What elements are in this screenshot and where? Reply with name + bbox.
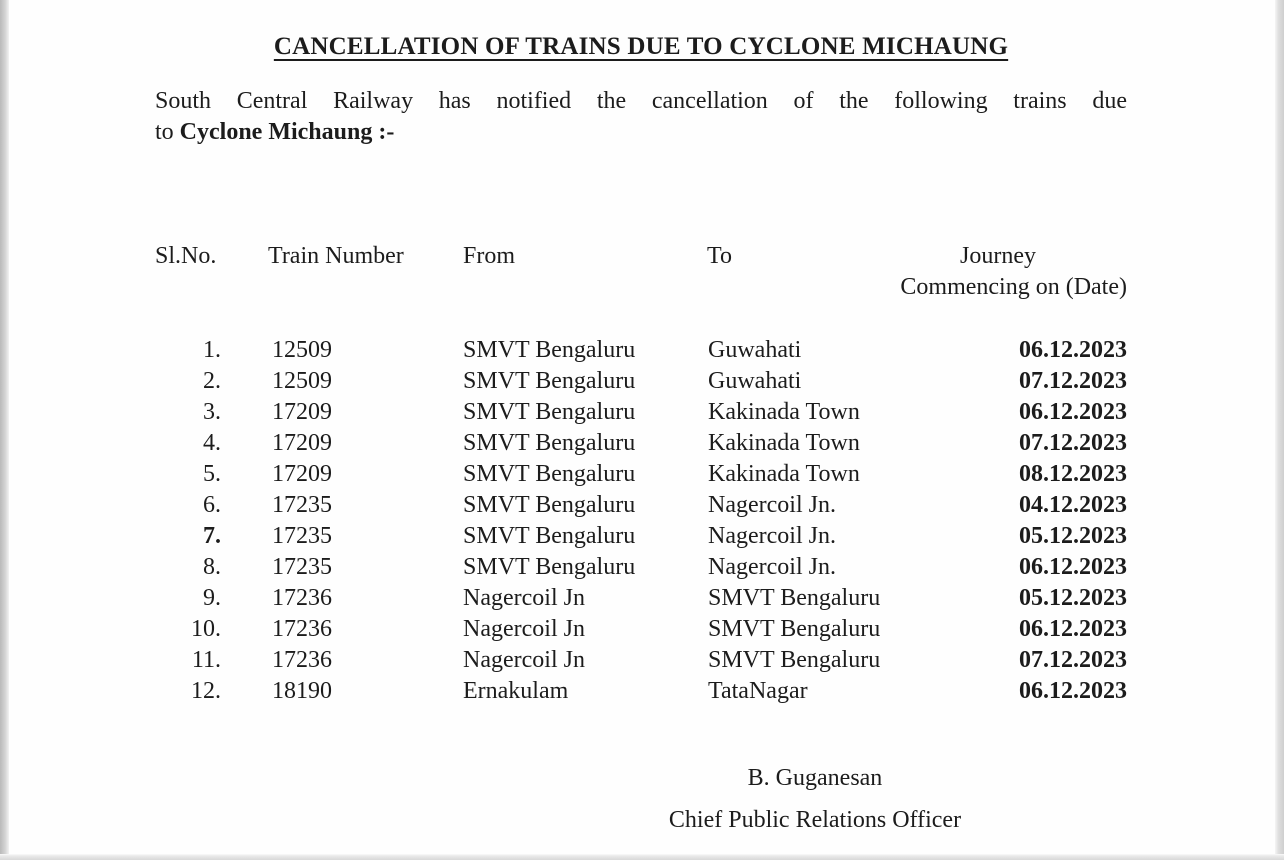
- cell-train-number: 17209: [272, 461, 332, 487]
- cell-train-number: 17209: [272, 399, 332, 425]
- column-header-sl-no: Sl.No.: [155, 243, 217, 269]
- table-row: [155, 398, 1127, 429]
- cell-sl-no: 12.: [191, 678, 221, 704]
- cell-sl-no: 4.: [203, 430, 221, 456]
- cell-train-number: 17235: [272, 554, 332, 580]
- cell-train-number: 17235: [272, 492, 332, 518]
- table-row: [155, 429, 1127, 460]
- cell-from: SMVT Bengaluru: [463, 337, 636, 363]
- cell-train-number: 17236: [272, 616, 332, 642]
- cell-sl-no: 7.: [203, 523, 221, 549]
- column-header-journey-line2: Commencing on (Date): [900, 274, 1127, 300]
- column-header-from: From: [463, 243, 516, 269]
- cell-journey-date: 05.12.2023: [1019, 585, 1127, 611]
- column-header-journey-line1: Journey: [960, 243, 1036, 269]
- cell-from: SMVT Bengaluru: [463, 554, 636, 580]
- cell-to: SMVT Bengaluru: [708, 647, 881, 673]
- intro-line-2-bold: Cyclone Michaung :-: [179, 119, 395, 145]
- table-row: [155, 677, 1127, 708]
- cell-journey-date: 06.12.2023: [1019, 616, 1127, 642]
- cell-train-number: 17236: [272, 647, 332, 673]
- cell-journey-date: 06.12.2023: [1019, 337, 1127, 363]
- cell-to: Nagercoil Jn.: [708, 492, 836, 518]
- cell-sl-no: 1.: [203, 337, 221, 363]
- cell-sl-no: 5.: [203, 461, 221, 487]
- cell-to: Nagercoil Jn.: [708, 554, 836, 580]
- cell-to: SMVT Bengaluru: [708, 585, 881, 611]
- table-row: [155, 646, 1127, 677]
- cell-journey-date: 07.12.2023: [1019, 368, 1127, 394]
- cell-journey-date: 07.12.2023: [1019, 647, 1127, 673]
- table-rows: [155, 336, 1127, 708]
- table-row: [155, 615, 1127, 646]
- cell-to: Guwahati: [708, 337, 802, 363]
- cell-to: Kakinada Town: [708, 461, 860, 487]
- cell-sl-no: 3.: [203, 399, 221, 425]
- cell-to: Nagercoil Jn.: [708, 523, 836, 549]
- table-row: [155, 460, 1127, 491]
- cell-from: SMVT Bengaluru: [463, 368, 636, 394]
- document-content: [155, 0, 1127, 860]
- cell-journey-date: 06.12.2023: [1019, 678, 1127, 704]
- cell-journey-date: 05.12.2023: [1019, 523, 1127, 549]
- cell-journey-date: 08.12.2023: [1019, 461, 1127, 487]
- column-header-to: To: [707, 243, 732, 269]
- cell-train-number: 12509: [272, 368, 332, 394]
- cell-train-number: 17236: [272, 585, 332, 611]
- cell-to: Guwahati: [708, 368, 802, 394]
- intro-paragraph: [155, 86, 1127, 148]
- cell-train-number: 17209: [272, 430, 332, 456]
- intro-line-1: South Central Railway has notified the cancellation of the following trains due: [155, 88, 1127, 114]
- cell-sl-no: 6.: [203, 492, 221, 518]
- cell-sl-no: 2.: [203, 368, 221, 394]
- cell-train-number: 12509: [272, 337, 332, 363]
- cell-to: TataNagar: [708, 678, 808, 704]
- table-row: [155, 553, 1127, 584]
- cell-to: Kakinada Town: [708, 399, 860, 425]
- cell-sl-no: 11.: [191, 647, 221, 673]
- cell-sl-no: 9.: [203, 585, 221, 611]
- cell-to: Kakinada Town: [708, 430, 860, 456]
- cell-train-number: 17235: [272, 523, 332, 549]
- cell-from: SMVT Bengaluru: [463, 492, 636, 518]
- cell-sl-no: 10.: [191, 616, 221, 642]
- page-edge-left: [0, 0, 9, 860]
- page-title: CANCELLATION OF TRAINS DUE TO CYCLONE MICHAUNG: [273, 33, 1009, 60]
- cell-sl-no: 8.: [203, 554, 221, 580]
- table-row: [155, 367, 1127, 398]
- column-header-train-number: Train Number: [268, 243, 404, 269]
- intro-line-2-prefix: to: [155, 119, 180, 145]
- cell-from: SMVT Bengaluru: [463, 523, 636, 549]
- table-row: [155, 522, 1127, 553]
- cell-to: SMVT Bengaluru: [708, 616, 881, 642]
- cell-from: SMVT Bengaluru: [463, 461, 636, 487]
- table-row: [155, 491, 1127, 522]
- page-edge-right: [1275, 0, 1284, 860]
- cell-from: Nagercoil Jn: [463, 616, 585, 642]
- cell-train-number: 18190: [272, 678, 332, 704]
- table-row: [155, 584, 1127, 615]
- cell-from: SMVT Bengaluru: [463, 399, 636, 425]
- table-row: [155, 336, 1127, 367]
- cell-journey-date: 07.12.2023: [1019, 430, 1127, 456]
- cell-from: Nagercoil Jn: [463, 647, 585, 673]
- cell-journey-date: 06.12.2023: [1019, 554, 1127, 580]
- cell-from: Nagercoil Jn: [463, 585, 585, 611]
- cell-journey-date: 06.12.2023: [1019, 399, 1127, 425]
- intro-line-2: [155, 117, 1127, 148]
- cell-journey-date: 04.12.2023: [1019, 492, 1127, 518]
- signature-name: B. Guganesan: [747, 765, 883, 791]
- signature-designation: Chief Public Relations Officer: [668, 807, 962, 833]
- cell-from: Ernakulam: [463, 678, 569, 704]
- cell-from: SMVT Bengaluru: [463, 430, 636, 456]
- signature-block: [490, 763, 1140, 835]
